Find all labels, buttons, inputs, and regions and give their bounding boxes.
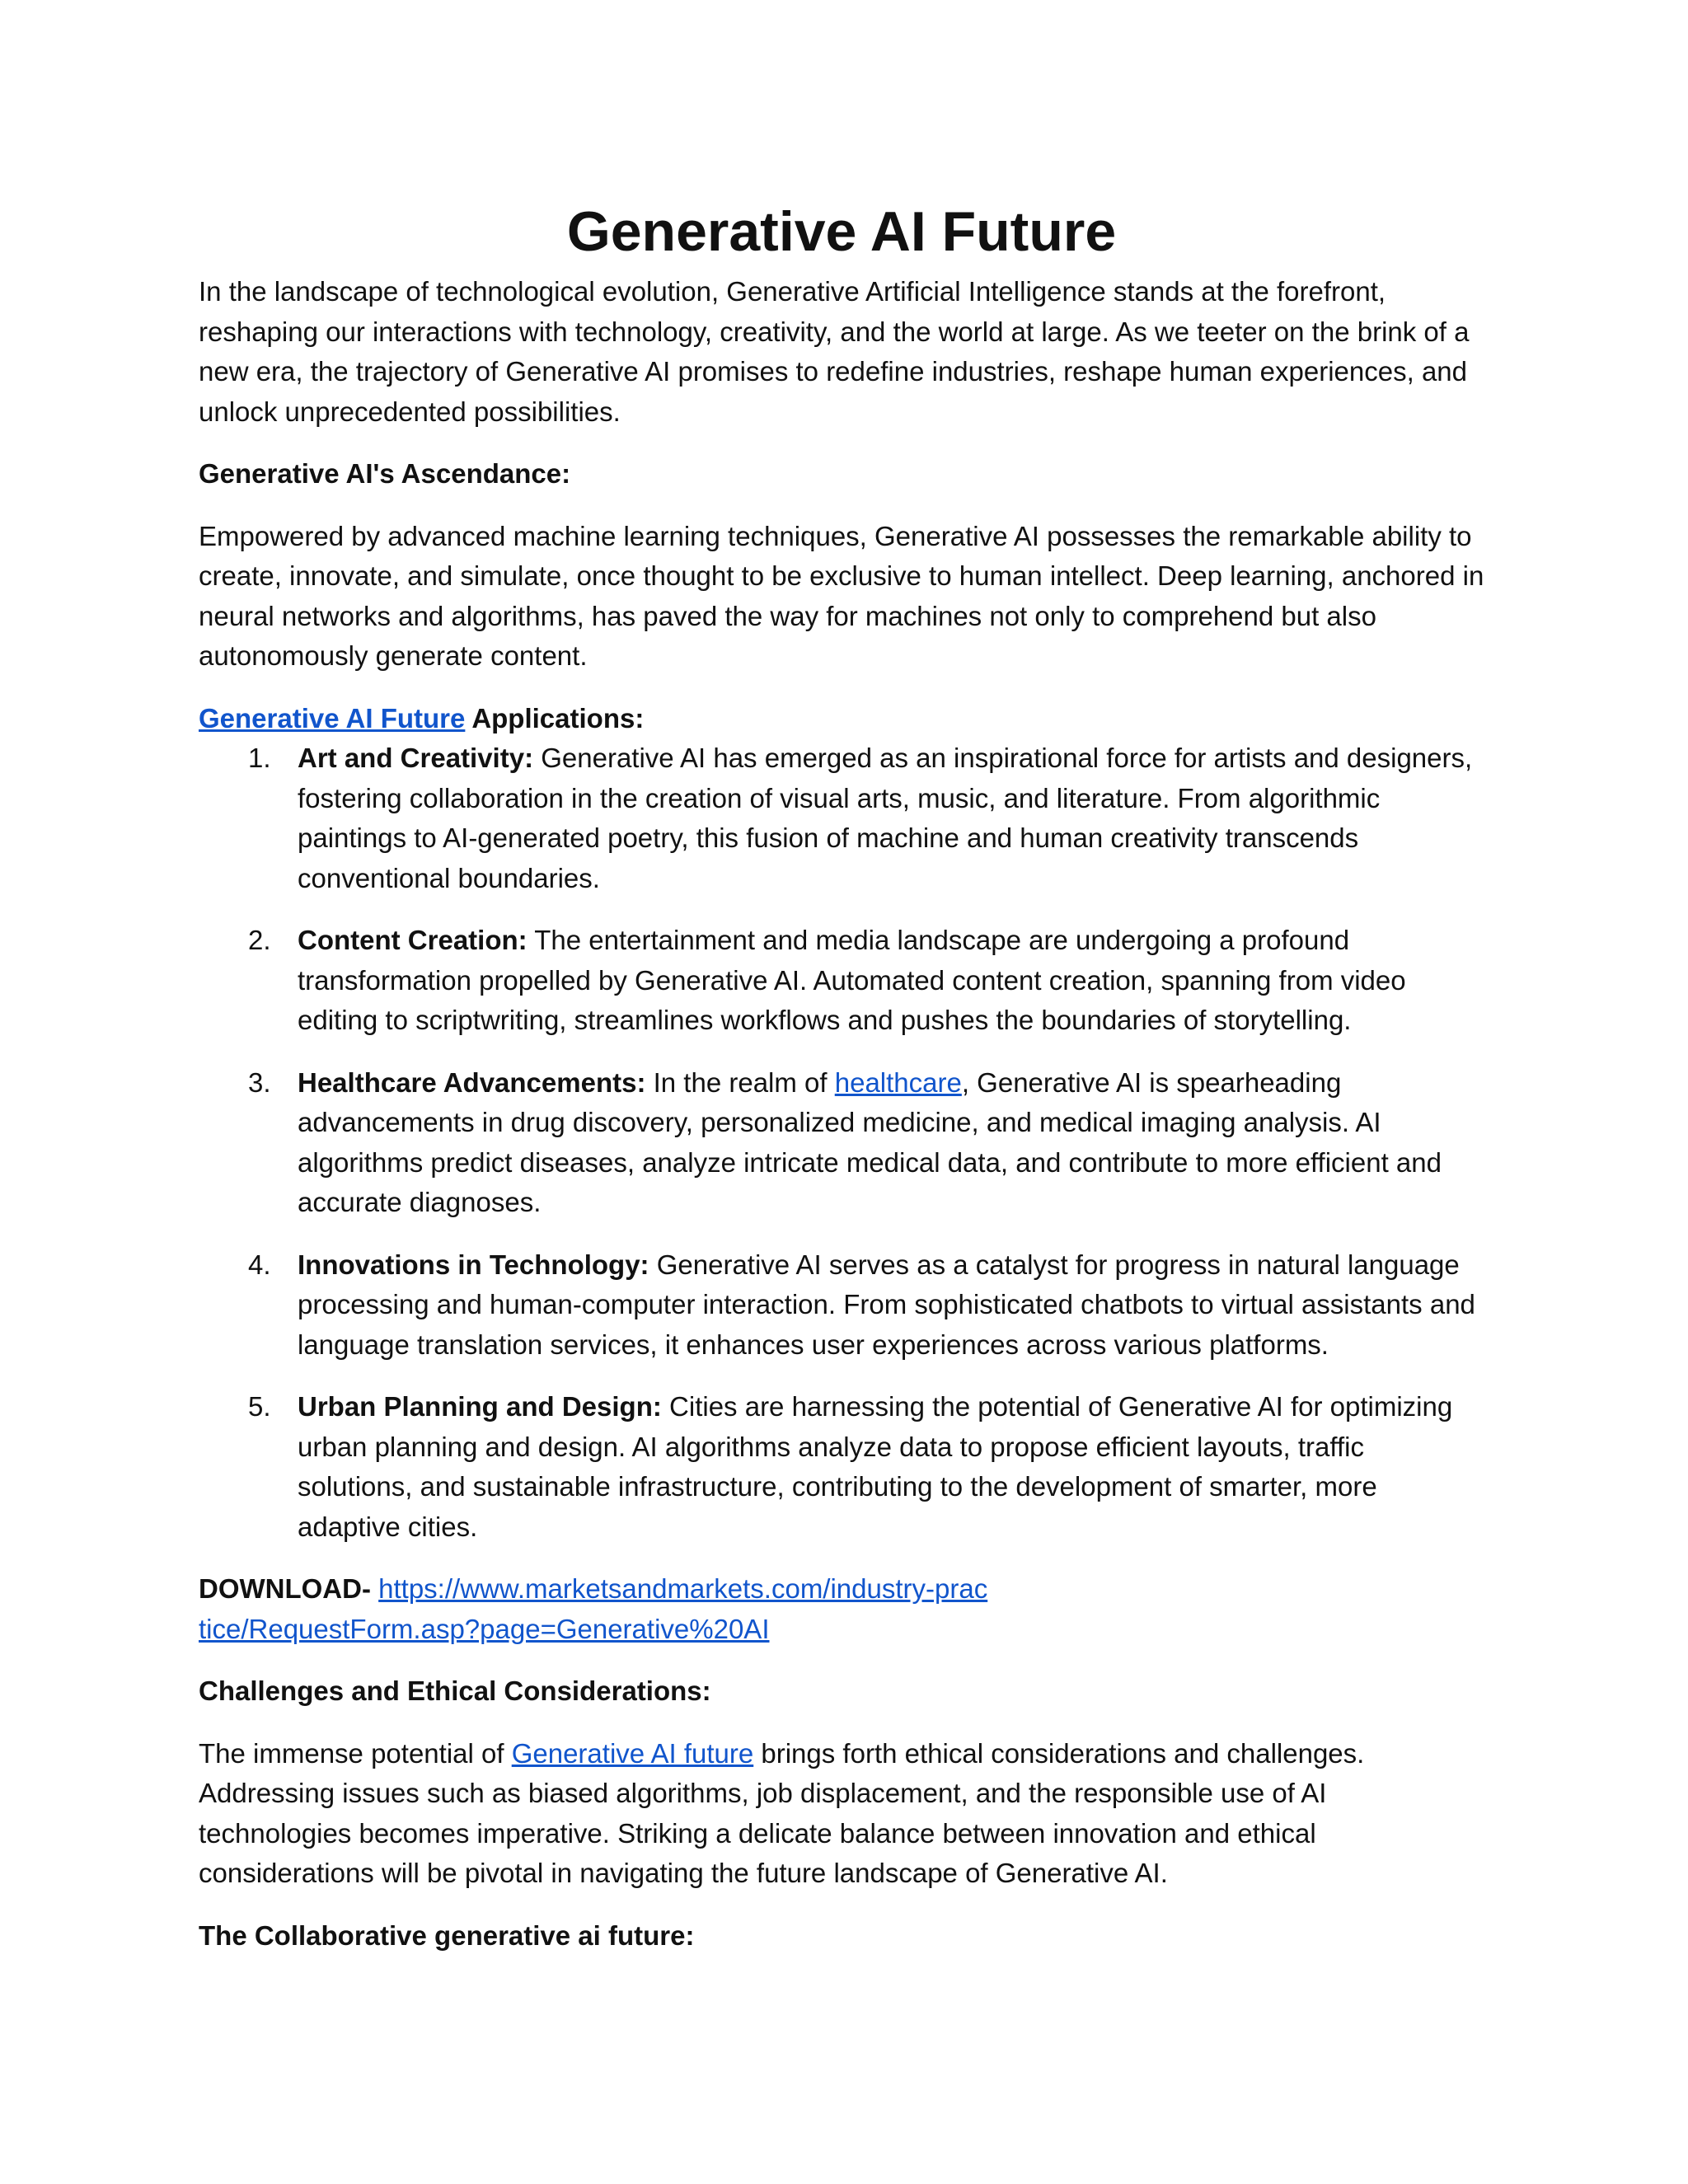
intro-paragraph: In the landscape of technological evolution, Generative Artificial Intelligence stands at the forefront, reshaping our interactions with technology, creativity, and the world at large. As we teeter on the brink of a new era, the trajectory of Generative AI promises to redefine industries, reshape human experiences, and unlock unprecedented possibilities. (199, 276, 1470, 427)
list-item (199, 921, 1484, 1041)
document-page (199, 198, 1484, 1978)
ascendance-paragraph: Empowered by advanced machine learning techniques, Generative AI possesses the remarkable ability to create, innovate, and simulate, once thought to be exclusive to human intellect. Deep learning, anchored in neural networks and algorithms, has paved the way for machines not only to comprehend but also autonomously generate content. (199, 520, 1484, 671)
list-item-title: Healthcare Advancements: (298, 1066, 646, 1098)
list-item-title: Content Creation: (298, 925, 528, 955)
challenges-text-after: brings forth ethical considerations and challenges. Addressing issues such as biased algorithms, job displacement, and the responsible use of AI technologies becomes imperative. Striking a delicate balance between innovation and ethical considerations will be pivotal in navigating the future landscape of Generative AI. (199, 1737, 1365, 1888)
list-item-title: Art and Creativity: (298, 743, 534, 773)
collaborative-heading: The Collaborative generative ai future: (199, 1919, 695, 1951)
download-link[interactable]: https://www.marketsandmarkets.com/industry-practice/RequestForm.asp?page=Generative%20AI (199, 1573, 988, 1644)
list-item-number: 1. (248, 743, 271, 773)
download-paragraph (199, 1569, 990, 1649)
applications-list (199, 738, 1484, 1547)
applications-heading-text: Applications: (465, 702, 645, 733)
generative-ai-future-link[interactable]: Generative AI Future (199, 702, 466, 733)
list-item-number: 4. (248, 1249, 271, 1280)
list-item (199, 1245, 1484, 1366)
list-item-text: Generative AI has emerged as an inspirational force for artists and designers, fostering collaboration in the creation of visual arts, music, and literature. From algorithmic paintings to AI-generated poetry, this fusion of machine and human creativity transcends conventional boundaries. (298, 743, 1473, 893)
list-item-text: The entertainment and media landscape are undergoing a profound transformation propelled by Generative AI. Automated content creation, spanning from video editing to scriptwriting, streamlines workflows and pushes the boundaries of storytelling. (298, 925, 1406, 1035)
list-item (199, 1063, 1484, 1223)
list-item-text: Cities are harnessing the potential of Generative AI for optimizing urban planning and design. AI algorithms analyze data to propose efficient layouts, traffic solutions, and sustainable infrastructure, contributing to the development of smarter, more adaptive cities. (298, 1391, 1453, 1542)
list-item-number: 3. (248, 1066, 271, 1098)
healthcare-link[interactable]: healthcare (834, 1066, 962, 1098)
list-item (199, 1387, 1484, 1547)
list-item-number: 5. (248, 1391, 271, 1422)
list-item (199, 738, 1484, 898)
generative-ai-future-inline-link[interactable]: Generative AI future (511, 1737, 754, 1769)
list-item-text: Generative AI serves as a catalyst for progress in natural language processing and human-computer interaction. From sophisticated chatbots to virtual assistants and language translation services, it enhances user experiences across various platforms. (298, 1249, 1475, 1360)
list-item-number: 2. (248, 925, 271, 955)
applications-heading (199, 699, 1484, 739)
challenges-text-before: The immense potential of (199, 1737, 512, 1769)
list-item-title: Urban Planning and Design: (298, 1391, 662, 1422)
list-item-text-before: In the realm of (645, 1066, 835, 1098)
list-item-title: Innovations in Technology: (298, 1249, 649, 1280)
challenges-heading: Challenges and Ethical Considerations: (199, 1675, 711, 1706)
list-item-text-after: , Generative AI is spearheading advancements in drug discovery, personalized medicine, and medical imaging analysis. AI algorithms predict diseases, analyze intricate medical data, and contribute to more efficient and accurate diagnoses. (298, 1066, 1442, 1217)
page-title: Generative AI Future (566, 200, 1117, 263)
download-label: DOWNLOAD- (199, 1573, 379, 1604)
challenges-paragraph (199, 1734, 1484, 1894)
ascendance-heading: Generative AI's Ascendance: (199, 458, 571, 489)
